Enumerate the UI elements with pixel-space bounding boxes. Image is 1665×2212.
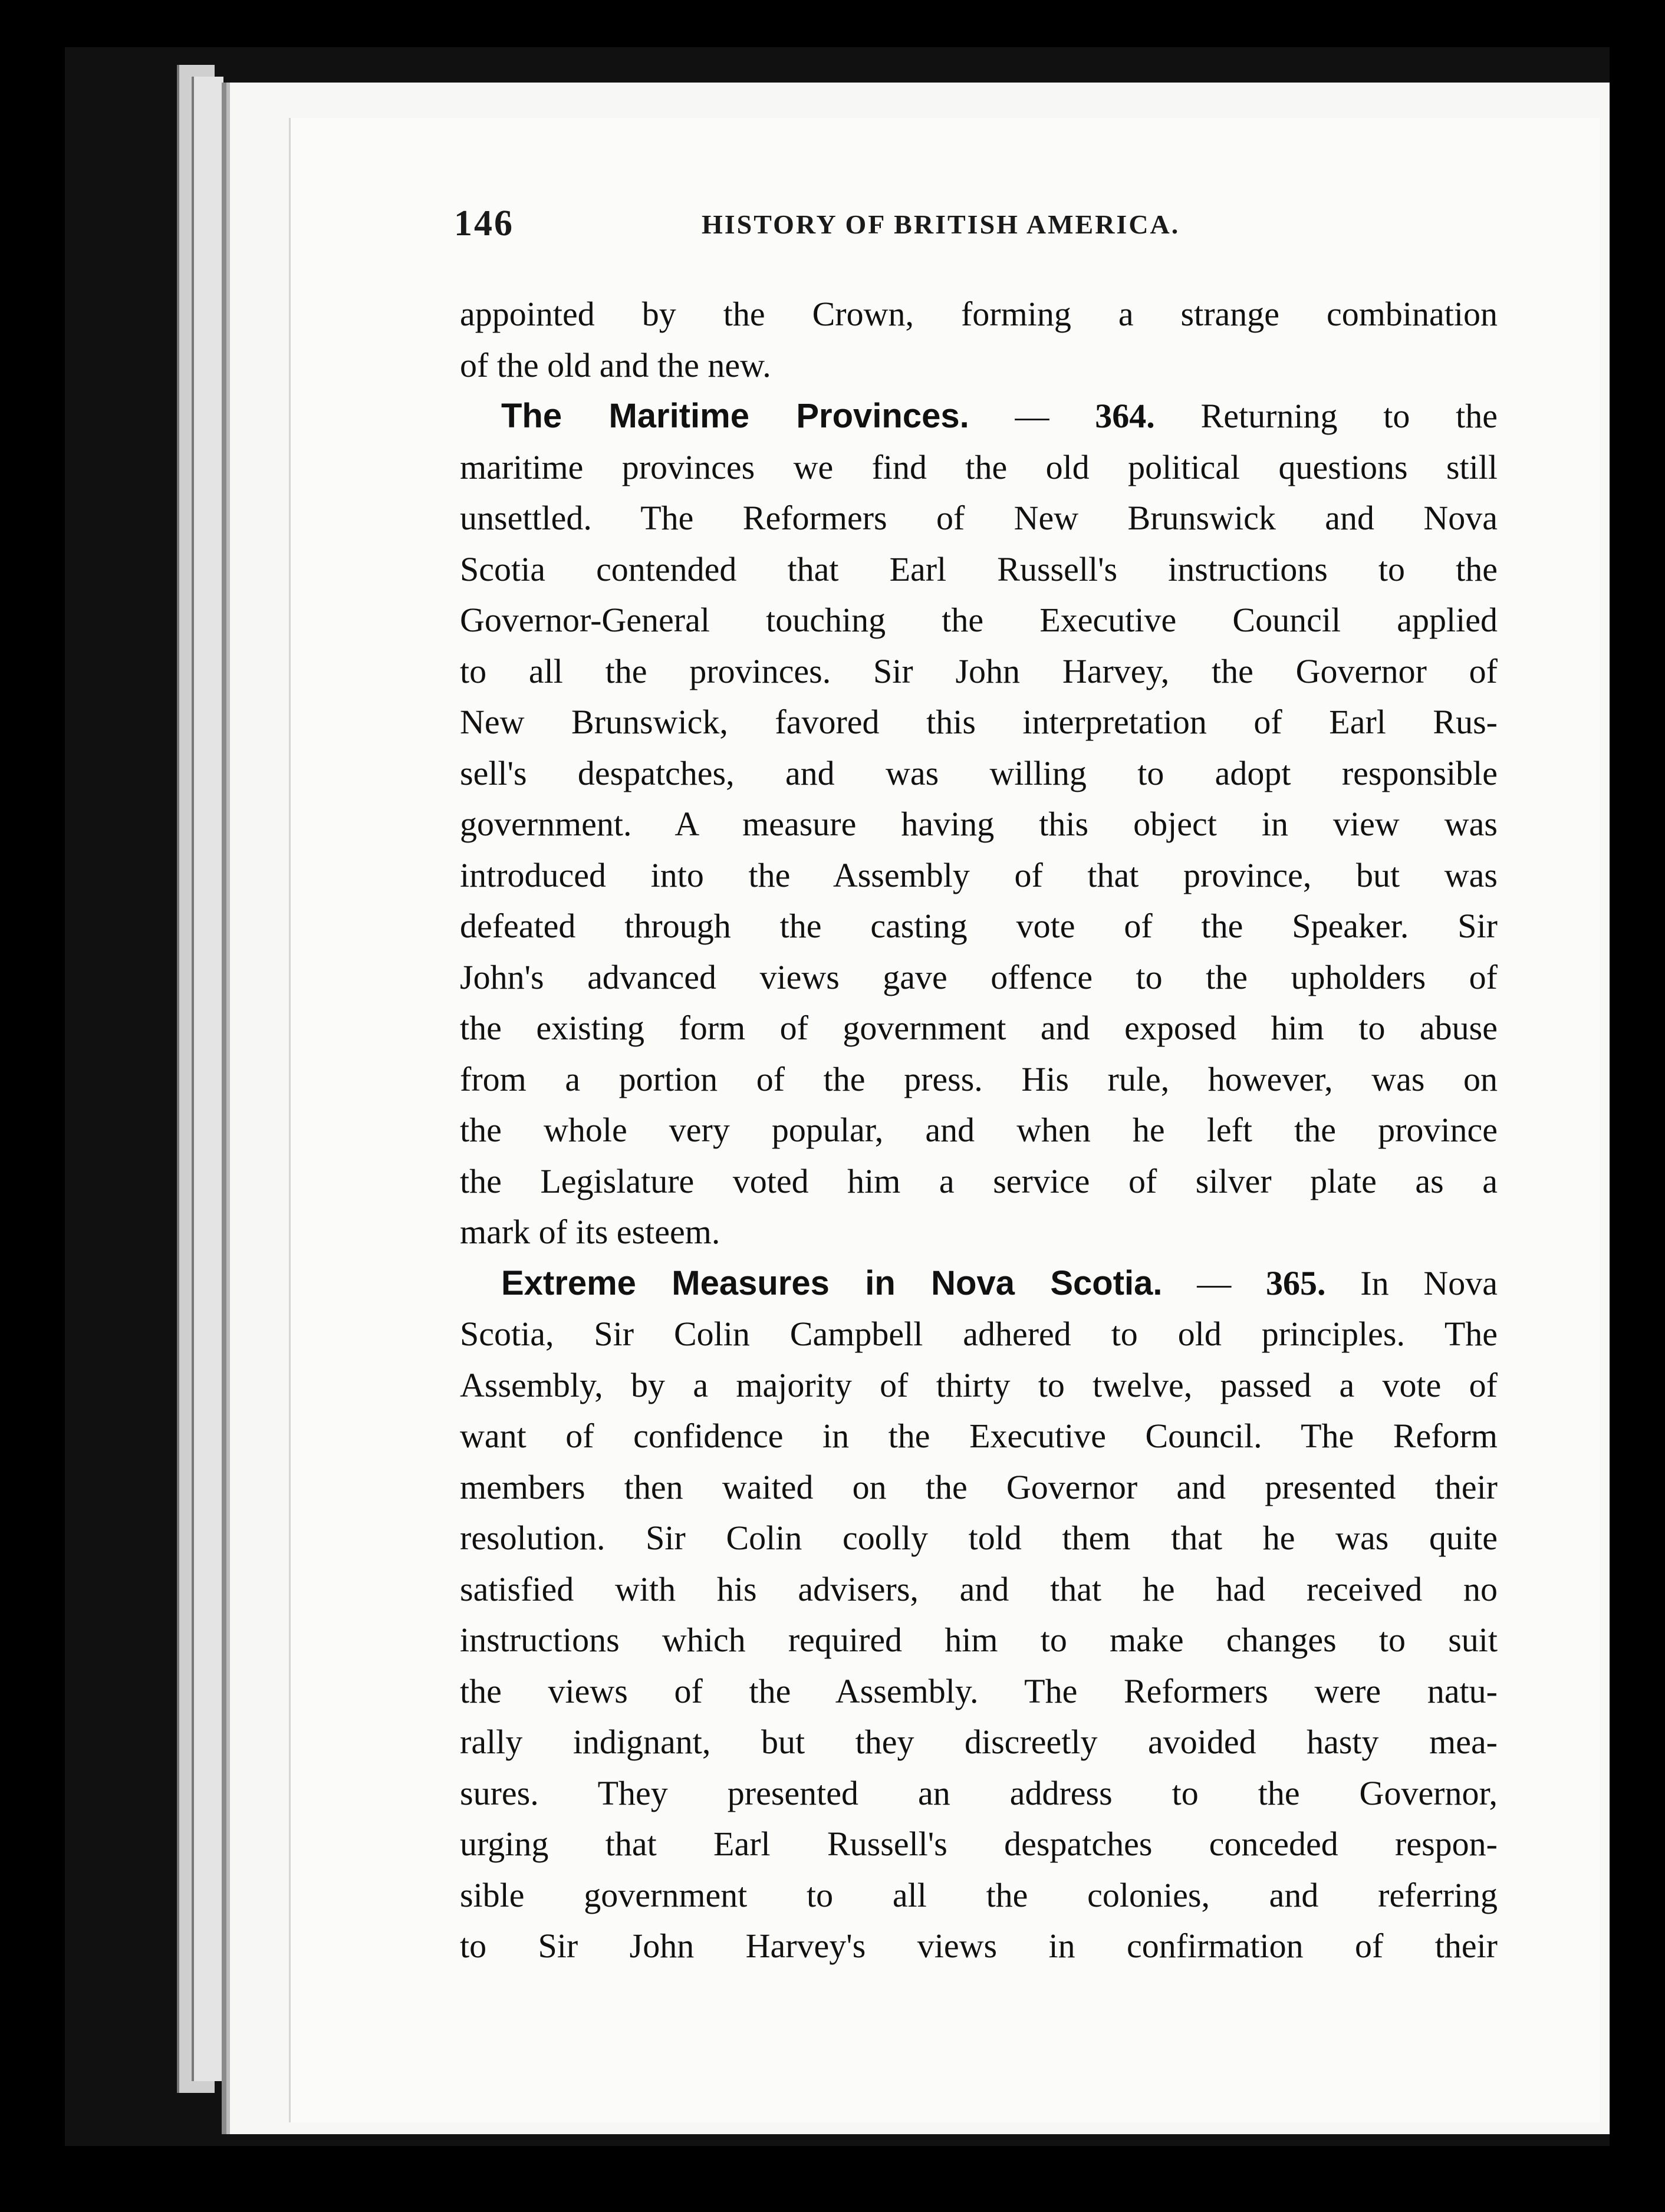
text-line: from a portion of the press. His rule, however, was on: [460, 1059, 1498, 1098]
text-line: maritime provinces we find the old political questions still: [460, 447, 1498, 486]
text-line: the whole very popular, and when he left the province: [460, 1111, 1498, 1149]
text-line: New Brunswick, favored this interpretation of Earl Rus-: [460, 703, 1498, 741]
paragraph-number: 364.: [1095, 397, 1155, 435]
text-line: unsettled. The Reformers of New Brunswick and Nova: [460, 499, 1498, 537]
page-edge-sheet: [192, 77, 223, 2081]
text-line: defeated through the casting vote of the Speaker. Sir: [460, 907, 1498, 945]
section-heading: Extreme Measures in Nova Scotia.: [501, 1263, 1163, 1302]
text-line: want of confidence in the Executive Council. The Reform: [460, 1417, 1498, 1455]
text-line: sible government to all the colonies, and referring: [460, 1875, 1498, 1914]
text-line: the views of the Assembly. The Reformers were natu-: [460, 1671, 1498, 1710]
text-fragment: In Nova: [1325, 1263, 1498, 1302]
text-line: appointed by the Crown, forming a strange combination: [460, 295, 1498, 333]
running-header: [454, 203, 1220, 254]
text-line: rally indignant, but they discreetly avoided hasty mea-: [460, 1723, 1498, 1761]
page-number: 146: [454, 203, 514, 243]
text-line: mark of its esteem.: [460, 1213, 720, 1251]
text-line: sell's despatches, and was willing to adopt responsible: [460, 753, 1498, 792]
section-heading: The Maritime Provinces.: [501, 397, 969, 435]
text-line: of the old and the new.: [460, 345, 771, 384]
text-line: John's advanced views gave offence to the upholders of: [460, 957, 1498, 996]
running-head-title: HISTORY OF BRITISH AMERICA.: [702, 209, 1180, 239]
text-line: to Sir John Harvey's views in confirmation of their: [460, 1927, 1498, 1965]
heading-dash: —: [1162, 1263, 1266, 1302]
section-365-first-line: [460, 1258, 1498, 1309]
text-line: Scotia contended that Earl Russell's instructions to the: [460, 549, 1498, 588]
text-line: to all the provinces. Sir John Harvey, the Governor of: [460, 651, 1498, 690]
section-364-first-line: [460, 391, 1498, 442]
body-text: [460, 289, 1498, 1972]
heading-dash: —: [969, 397, 1095, 435]
text-line: members then waited on the Governor and presented their: [460, 1467, 1498, 1506]
text-line: Governor-General touching the Executive Council applied: [460, 601, 1498, 639]
text-line: introduced into the Assembly of that province, but was: [460, 855, 1498, 894]
text-fragment: Returning to the: [1154, 397, 1498, 435]
paragraph-number: 365.: [1266, 1263, 1326, 1302]
text-line: Assembly, by a majority of thirty to twelve, passed a vote of: [460, 1365, 1498, 1404]
text-line: the existing form of government and exposed him to abuse: [460, 1009, 1498, 1047]
text-line: instructions which required him to make changes to suit: [460, 1621, 1498, 1659]
text-line: resolution. Sir Colin coolly told them that he was quite: [460, 1519, 1498, 1557]
text-line: the Legislature voted him a service of silver plate as a: [460, 1161, 1498, 1200]
text-line: satisfied with his advisers, and that he had received no: [460, 1569, 1498, 1608]
text-line: Scotia, Sir Colin Campbell adhered to old principles. The: [460, 1315, 1498, 1353]
text-line: sures. They presented an address to the Governor,: [460, 1773, 1498, 1812]
text-line: urging that Earl Russell's despatches conceded respon-: [460, 1825, 1498, 1863]
text-line: government. A measure having this object in view was: [460, 805, 1498, 843]
